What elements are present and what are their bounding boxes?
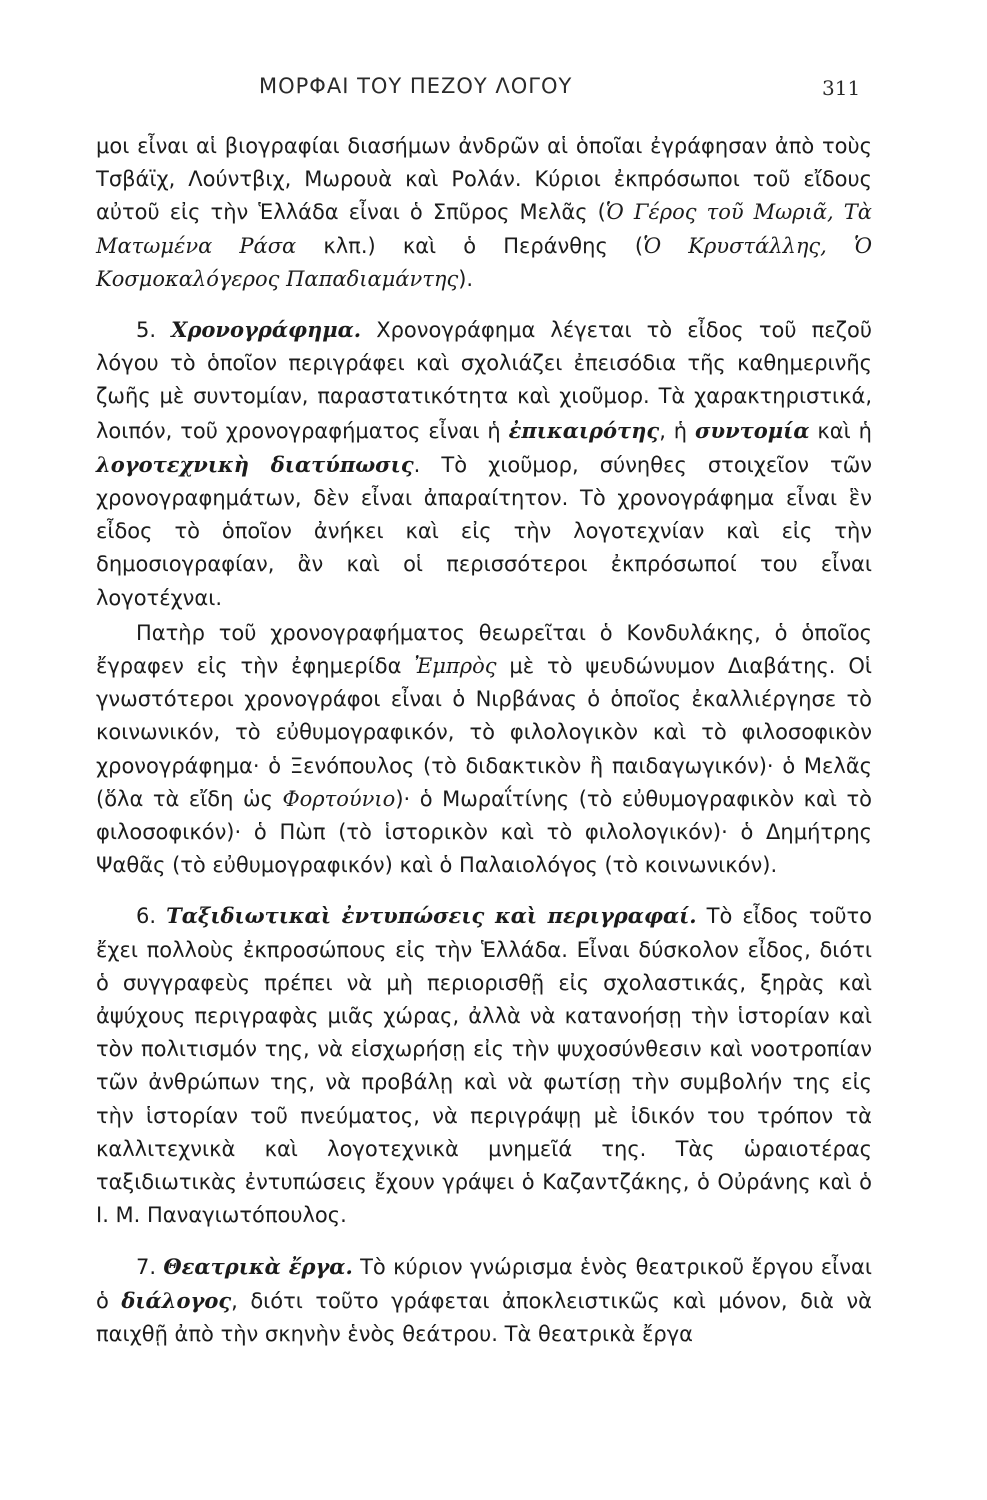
text-run: )· ὁ Μωραΐτίνης (τὸ εὐθυμογραφικὸν καὶ τὸ φιλοσοφικόν)· ὁ Πὼπ (τὸ ἱστορικὸν καὶ τὸ φιλολογικόν)· ὁ Δημήτρης Ψαθᾶς (τὸ εὐθυμογραφικόν) καὶ ὁ Παλαιολόγος (τὸ κοινωνικόν). [96, 786, 873, 878]
section-heading: Χρονογράφημα. [171, 317, 362, 343]
text-run: Τὸ εἶδος τοῦτο ἔχει πολλοὺς ἐκπροσώπους εἰς τὴν Ἑλλάδα. Εἶναι δύσκολον εἶδος, διότι ὁ συγγραφεὺς πρέπει νὰ μὴ περιορισθῇ εἰς σχολαστικάς, ξηρὰς καὶ ἀψύχους περιγραφὰς μιᾶς χώρας, ἀλλὰ νὰ κατανοήσῃ τὴν ἱστορίαν καὶ τὸν πολιτισμόν της, νὰ εἰσχωρήσῃ εἰς τὴν ψυχοσύνθεσιν καὶ νοοτροπίαν τῶν ἀνθρώπων της, νὰ προβάλῃ καὶ νὰ φωτίσῃ τὴν συμβολήν της εἰς τὴν ἱστορίαν τοῦ πνεύματος, νὰ περιγράψῃ μὲ ἰδικόν του τρόπον τὰ καλλιτεχνικὰ καὶ λογοτεχνικὰ μνημεῖά της. Τὰς ὡραιοτέρας ταξιδιωτικὰς ἐντυπώσεις ἔχουν γράψει ὁ Καζαντζάκης, ὁ Οὐράνης καὶ ὁ Ι. Μ. Παναγιωτόπουλος. [96, 904, 872, 1228]
text-run: Πατὴρ τοῦ χρονογραφήματος θεωρεῖται ὁ Κονδυλάκης, ὁ ὁποῖος ἔγραφεν εἰς τὴν ἐφημερίδα [96, 620, 872, 679]
text-run: ). [458, 266, 474, 291]
running-header-title: ΜΟΡΦΑΙ ΤΟΥ ΠΕΖΟΥ ΛΟΓΟΥ [259, 74, 573, 98]
section-heading: Θεατρικὰ ἔργα. [163, 1253, 353, 1279]
section-gap [96, 296, 872, 313]
text-run: μὲ τὸ ψευδώνυμον Διαβάτης. Οἱ γνωστότεροι χρονογράφοι εἶναι ὁ Νιρβάνας ὁ ὁποῖος ἐκαλλιέργησε τὸ κοινωνικόν, τὸ εὐθυμογραφικόν, τὸ φιλολογικὸν καὶ τὸ φιλοσοφικὸν χρονογράφημα· ὁ Ξενόπουλος (τὸ διδακτικὸν ἢ παιδαγωγικόν)· ὁ Μελᾶς (ὅλα τὰ εἴδη ὡς [96, 654, 873, 811]
section-number: 7. [136, 1254, 157, 1279]
paragraph-chroniclers [96, 617, 872, 883]
section-gap [96, 1233, 872, 1250]
emphasis-term: ἐπικαιρότης [508, 417, 660, 443]
text-run: καὶ ἡ [809, 418, 872, 443]
italic-title: Φορτούνιο [282, 786, 396, 811]
section-5-chronography [96, 313, 872, 615]
paragraph-biographies-continued [96, 130, 872, 296]
text-run: Τὸ κύριον γνώρισμα ἑνὸς θεατρικοῦ ἔργου εἶναι ὁ [96, 1254, 872, 1313]
section-gap [96, 882, 872, 899]
text-run: , ἡ [659, 418, 696, 443]
text-run: , διότι τοῦτο γράφεται ἀποκλειστικῶς καὶ μόνον, διὰ νὰ παιχθῇ ἀπὸ τὴν σκηνὴν ἑνὸς θεάτρου. Τὰ θεατρικὰ ἔργα [96, 1288, 872, 1346]
text-run: Χρονογράφημα λέγεται τὸ εἶδος τοῦ πεζοῦ λόγου τὸ ὁποῖον περιγράφει καὶ σχολιάζει ἐπεισόδια τῆς καθημερινῆς ζωῆς μὲ συντομίαν, παραστατικότητα καὶ χιοῦμορ. Τὰ χαρακτηριστικά, λοιπόν, τοῦ χρονογραφήματος εἶναι ἡ [96, 318, 872, 443]
italic-title: Ὁ Γέρος τοῦ Μωριᾶ, Τὰ Ματωμένα Ράσα [96, 200, 872, 258]
emphasis-term: λογοτεχνικὴ διατύπωσις [96, 451, 414, 477]
body-text [96, 130, 872, 1351]
text-run: μοι εἶναι αἱ βιογραφίαι διασήμων ἀνδρῶν αἱ ὁποῖαι ἐγράφησαν ἀπὸ τοὺς Τσβάϊχ, Λούντβιχ, Μωρουὰ καὶ Ρολάν. Κύριοι ἐκπρόσωποι τοῦ εἴδους αὐτοῦ εἰς τὴν Ἑλλάδα εἶναι ὁ Σπῦρος Μελᾶς ( [96, 134, 872, 225]
section-7-theatrical-works [96, 1250, 872, 1352]
emphasis-term: διάλογος [121, 1287, 232, 1313]
italic-title: Ἐμπρὸς [414, 654, 497, 679]
italic-title: Ὁ Κρυστάλλης, Ὁ Κοσμοκαλόγερος Παπαδιαμάντης [96, 233, 873, 291]
text-run: . Τὸ χιοῦμορ, σύνηθες στοιχεῖον τῶν χρονογραφημάτων, δὲν εἶναι ἀπαραίτητον. Τὸ χρονογράφημα εἶναι ἓν εἶδος τὸ ὁποῖον ἀνήκει καὶ εἰς τὴν λογοτεχνίαν καὶ εἰς τὴν δημοσιογραφίαν, ἂν καὶ οἱ περισσότεροι ἐκπρόσωποί του εἶναι λογοτέχναι. [96, 452, 873, 610]
section-6-travel-writing [96, 899, 872, 1232]
text-run: κλπ.) καὶ ὁ Περάνθης ( [296, 233, 644, 258]
section-number: 6. [136, 904, 157, 929]
section-number: 5. [136, 318, 157, 343]
emphasis-term: συντομία [695, 417, 810, 443]
section-heading: Ταξιδιωτικαὶ ἐντυπώσεις καὶ περιγραφαί. [166, 903, 697, 929]
page-number: 311 [822, 76, 861, 100]
